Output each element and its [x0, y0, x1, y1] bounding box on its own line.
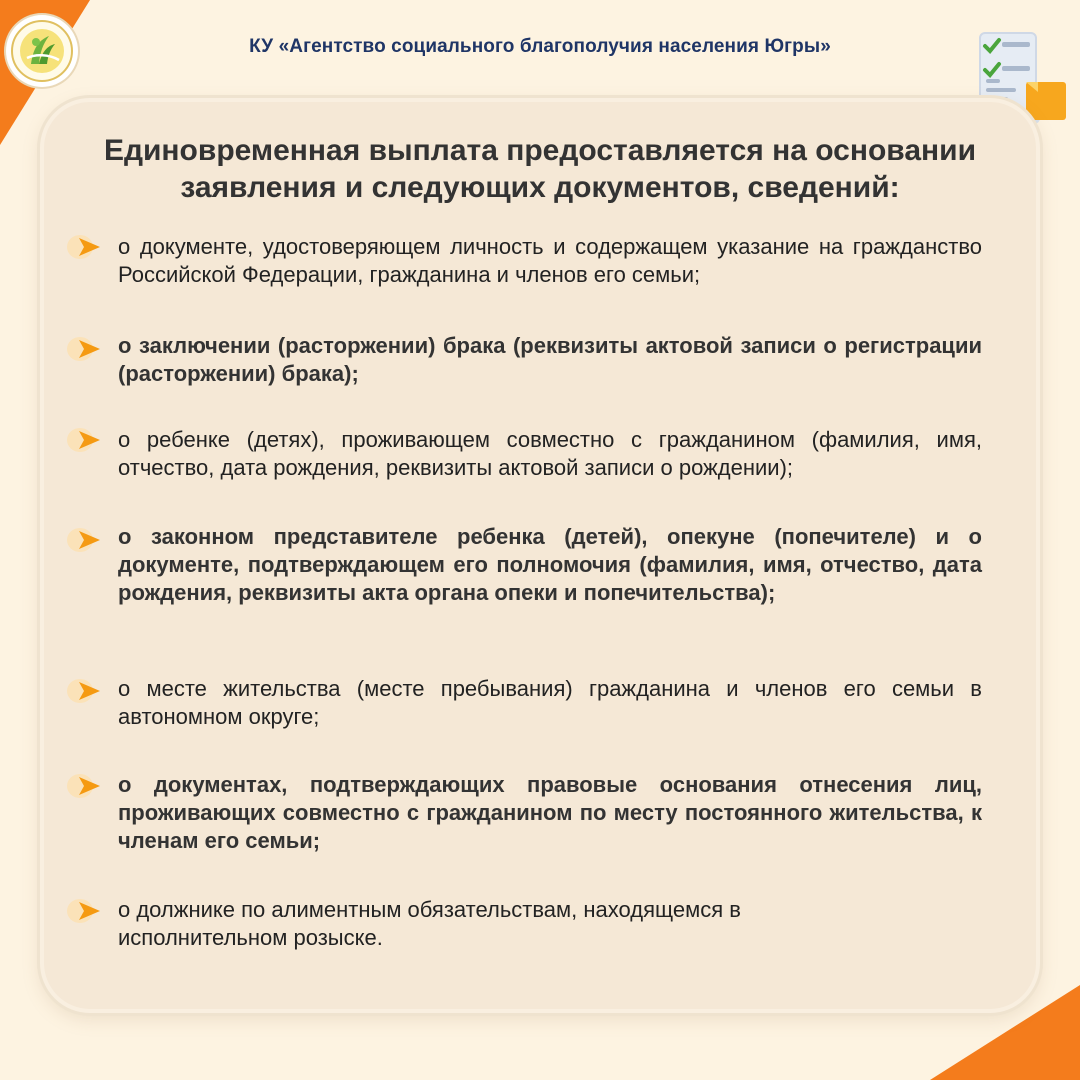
arrow-bullet-icon	[65, 425, 105, 455]
agency-logo	[9, 18, 75, 84]
arrow-bullet-icon	[65, 771, 105, 801]
arrow-bullet-icon	[65, 232, 105, 262]
list-item: о ребенке (детях), проживающем совместно с гражданином (фамилия, имя, отчество, дата рождения, реквизиты актовой записи о рождении);	[118, 427, 982, 480]
arrow-bullet-icon	[65, 334, 105, 364]
list-item: о должнике по алиментным обязательствам, находящемся в исполнительном розыске.	[118, 897, 741, 950]
arrow-bullet-icon	[65, 896, 105, 926]
list-item: о заключении (расторжении) брака (реквизиты актовой записи о регистрации (расторжении) брака);	[118, 333, 982, 386]
arrow-bullet-icon	[65, 525, 105, 555]
list-item: о законном представителе ребенка (детей), опекуне (попечителе) и о документе, подтверждающем его полномочия (фамилия, имя, отчество, дата рождения, реквизиты акта органа опеки и попечительства);	[118, 524, 982, 605]
list-item: о документах, подтверждающих правовые основания отнесения лиц, проживающих совместно с гражданином по месту постоянного жительства, к членам его семьи;	[118, 772, 982, 853]
arrow-bullet-icon	[65, 676, 105, 706]
agency-logo-icon	[9, 18, 75, 84]
organization-title: КУ «Агентство социального благополучия населения Югры»	[249, 36, 831, 57]
panel-title: Единовременная выплата предоставляется на основании заявления и следующих документов, сведений:	[103, 134, 977, 204]
list-item: о месте жительства (месте пребывания) гражданина и членов его семьи в автономном округе;	[118, 676, 982, 729]
list-item: о документе, удостоверяющем личность и содержащем указание на гражданство Российской Федерации, гражданина и членов его семьи;	[118, 234, 982, 287]
